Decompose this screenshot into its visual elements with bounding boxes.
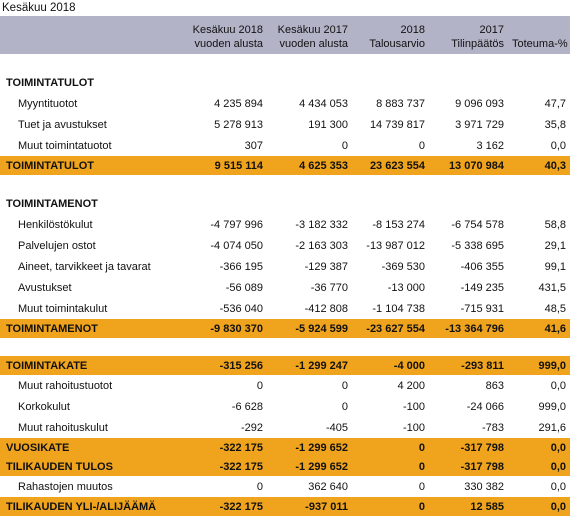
spacer-cell: [182, 54, 267, 72]
row-label: Muut rahoitustuotot: [18, 379, 113, 392]
row-label: TOIMINTATULOT: [6, 159, 94, 172]
value-cell: -6 628: [231, 400, 263, 413]
value-cell: -5 338 695: [451, 239, 504, 252]
value-cell: -56 089: [225, 281, 263, 294]
spacer-cell: [267, 338, 352, 356]
value-cell: 3 162: [476, 139, 504, 152]
table-row: [0, 298, 570, 319]
value-cell: 9 096 093: [455, 97, 504, 110]
row-label: TILIKAUDEN YLI-/ALIJÄÄMÄ: [6, 500, 157, 513]
spacer-cell: [352, 338, 429, 356]
value-cell: 48,5: [544, 302, 566, 315]
spacer-cell: [508, 54, 570, 72]
spacer-cell: [429, 54, 508, 72]
value-cell: 999,0: [538, 400, 566, 413]
table-body: [0, 54, 570, 516]
spacer-row: [0, 175, 570, 193]
value-cell: -783: [481, 421, 504, 434]
spacer-cell: [508, 338, 570, 356]
row-label: TOIMINTATULOT: [6, 76, 94, 89]
value-cell: 0: [341, 139, 348, 152]
value-cell: [267, 72, 352, 93]
row-label: VUOSIKATE: [6, 441, 70, 454]
spacer-cell: [429, 338, 508, 356]
value-cell: -406 355: [460, 260, 504, 273]
value-cell: -4 074 050: [210, 239, 263, 252]
value-cell: 8 883 737: [376, 97, 425, 110]
value-cell: -3 182 332: [295, 218, 348, 231]
row-label: Henkilöstökulut: [18, 218, 93, 231]
column-header: 2018 Talousarvio: [369, 24, 425, 50]
value-cell: 99,1: [544, 260, 566, 273]
value-cell: -315 256: [219, 359, 263, 372]
value-cell: -405: [325, 421, 348, 434]
value-cell: -1 299 652: [295, 460, 348, 473]
value-cell: -100: [402, 400, 425, 413]
section-heading-row: [0, 72, 570, 93]
value-cell: -8 153 274: [372, 218, 425, 231]
value-cell: 0: [418, 460, 425, 473]
spacer-cell: [267, 54, 352, 72]
value-cell: 12 585: [470, 500, 504, 513]
value-cell: -4 000: [393, 359, 425, 372]
value-cell: 41,6: [544, 322, 566, 335]
value-cell: 4 235 894: [214, 97, 263, 110]
table-row: [0, 235, 570, 256]
value-cell: -369 530: [381, 260, 425, 273]
value-cell: 14 739 817: [369, 118, 425, 131]
spacer-cell: [182, 175, 267, 193]
value-cell: 23 623 554: [369, 159, 425, 172]
value-cell: 3 971 729: [455, 118, 504, 131]
value-cell: [267, 193, 352, 214]
table-row: [0, 277, 570, 298]
spacer-cell: [352, 54, 429, 72]
value-cell: 0,0: [550, 460, 566, 473]
row-label: TOIMINTAMENOT: [6, 322, 98, 335]
row-label: TOIMINTAKATE: [6, 359, 88, 372]
table-row: [0, 476, 570, 497]
spacer-cell: [182, 338, 267, 356]
value-cell: 307: [244, 139, 263, 152]
value-cell: -13 364 796: [445, 322, 504, 335]
value-cell: 0,0: [550, 500, 566, 513]
value-cell: 35,8: [544, 118, 566, 131]
value-cell: -322 175: [219, 500, 263, 513]
table-row: [0, 256, 570, 277]
financial-table: [0, 16, 570, 516]
value-cell: -317 798: [460, 460, 504, 473]
value-cell: -24 066: [466, 400, 504, 413]
value-cell: [182, 193, 267, 214]
spacer-cell: [429, 175, 508, 193]
value-cell: -937 011: [305, 500, 348, 513]
row-label: Tuet ja avustukset: [18, 118, 107, 131]
value-cell: -322 175: [219, 441, 263, 454]
value-cell: 0,0: [550, 441, 566, 454]
column-header: Toteuma-%: [512, 38, 568, 50]
value-cell: 4 200: [397, 379, 425, 392]
report-title: Kesäkuu 2018: [2, 2, 76, 14]
value-cell: -322 175: [219, 460, 263, 473]
value-cell: -317 798: [460, 441, 504, 454]
table-row: [0, 93, 570, 114]
value-cell: 0: [256, 379, 263, 392]
spacer-cell: [0, 338, 182, 356]
row-label: Avustukset: [18, 281, 72, 294]
value-cell: 5 278 913: [214, 118, 263, 131]
value-cell: [429, 72, 508, 93]
value-cell: [352, 72, 429, 93]
row-label: Korkokulut: [18, 400, 70, 413]
value-cell: 13 070 984: [448, 159, 504, 172]
value-cell: 58,8: [544, 218, 566, 231]
value-cell: 191 300: [308, 118, 348, 131]
table-row: [0, 375, 570, 396]
value-cell: 0,0: [550, 379, 566, 392]
value-cell: 0: [418, 441, 425, 454]
total-row: [0, 156, 570, 175]
value-cell: 0: [341, 400, 348, 413]
value-cell: 9 515 114: [214, 159, 263, 172]
section-heading-row: [0, 193, 570, 214]
value-cell: 0: [341, 379, 348, 392]
row-label: Muut toimintakulut: [18, 302, 108, 315]
value-cell: -36 770: [310, 281, 348, 294]
column-header: Kesäkuu 2017 vuoden alusta: [277, 24, 348, 50]
row-label: Muut rahoituskulut: [18, 421, 108, 434]
value-cell: -4 797 996: [210, 218, 263, 231]
total-row: [0, 497, 570, 516]
spacer-row: [0, 54, 570, 72]
value-cell: -292: [240, 421, 263, 434]
spacer-cell: [0, 54, 182, 72]
value-cell: 47,7: [544, 97, 566, 110]
value-cell: [508, 72, 570, 93]
value-cell: 291,6: [538, 421, 566, 434]
total-row: [0, 319, 570, 338]
value-cell: 431,5: [538, 281, 566, 294]
total-row: [0, 438, 570, 457]
value-cell: -100: [402, 421, 425, 434]
value-cell: 4 625 353: [299, 159, 348, 172]
row-label: Aineet, tarvikkeet ja tavarat: [18, 260, 151, 273]
spacer-row: [0, 338, 570, 356]
value-cell: -129 387: [304, 260, 348, 273]
value-cell: 0: [418, 139, 425, 152]
value-cell: [429, 193, 508, 214]
table-row: [0, 135, 570, 156]
value-cell: -13 000: [387, 281, 425, 294]
spacer-cell: [508, 175, 570, 193]
value-cell: -149 235: [460, 281, 504, 294]
spacer-cell: [0, 175, 182, 193]
value-cell: 863: [485, 379, 504, 392]
value-cell: [352, 193, 429, 214]
value-cell: 362 640: [308, 480, 348, 493]
value-cell: 999,0: [538, 359, 566, 372]
value-cell: -1 299 652: [295, 441, 348, 454]
total-row: [0, 356, 570, 375]
value-cell: -23 627 554: [366, 322, 425, 335]
value-cell: [182, 72, 267, 93]
value-cell: -1 104 738: [372, 302, 425, 315]
value-cell: -366 195: [219, 260, 263, 273]
total-row: [0, 457, 570, 476]
table-row: [0, 396, 570, 417]
value-cell: 0,0: [550, 480, 566, 493]
value-cell: 0,0: [550, 139, 566, 152]
row-label: TILIKAUDEN TULOS: [6, 460, 113, 473]
row-label: Rahastojen muutos: [18, 480, 113, 493]
column-header: Kesäkuu 2018 vuoden alusta: [192, 24, 263, 50]
value-cell: 0: [256, 480, 263, 493]
table-row: [0, 214, 570, 235]
row-label: Myyntituotot: [18, 97, 78, 110]
value-cell: 4 434 053: [299, 97, 348, 110]
row-label: Muut toimintatuotot: [18, 139, 112, 152]
table-row: [0, 114, 570, 135]
value-cell: -13 987 012: [366, 239, 425, 252]
value-cell: 330 382: [464, 480, 504, 493]
value-cell: -536 040: [219, 302, 263, 315]
value-cell: 0: [418, 480, 425, 493]
value-cell: -715 931: [460, 302, 504, 315]
value-cell: -9 830 370: [210, 322, 263, 335]
value-cell: 40,3: [544, 159, 566, 172]
table-row: [0, 417, 570, 438]
value-cell: -1 299 247: [295, 359, 348, 372]
row-label: TOIMINTAMENOT: [6, 197, 98, 210]
value-cell: [508, 193, 570, 214]
value-cell: -412 808: [304, 302, 348, 315]
value-cell: -6 754 578: [451, 218, 504, 231]
spacer-cell: [352, 175, 429, 193]
column-header: [0, 16, 182, 54]
column-header: 2017 Tilinpäätös: [451, 24, 504, 50]
value-cell: -293 811: [461, 359, 504, 372]
header-row: [0, 16, 570, 54]
value-cell: 0: [418, 500, 425, 513]
value-cell: -5 924 599: [295, 322, 348, 335]
value-cell: 29,1: [544, 239, 566, 252]
spacer-cell: [267, 175, 352, 193]
row-label: Palvelujen ostot: [18, 239, 96, 252]
value-cell: -2 163 303: [295, 239, 348, 252]
